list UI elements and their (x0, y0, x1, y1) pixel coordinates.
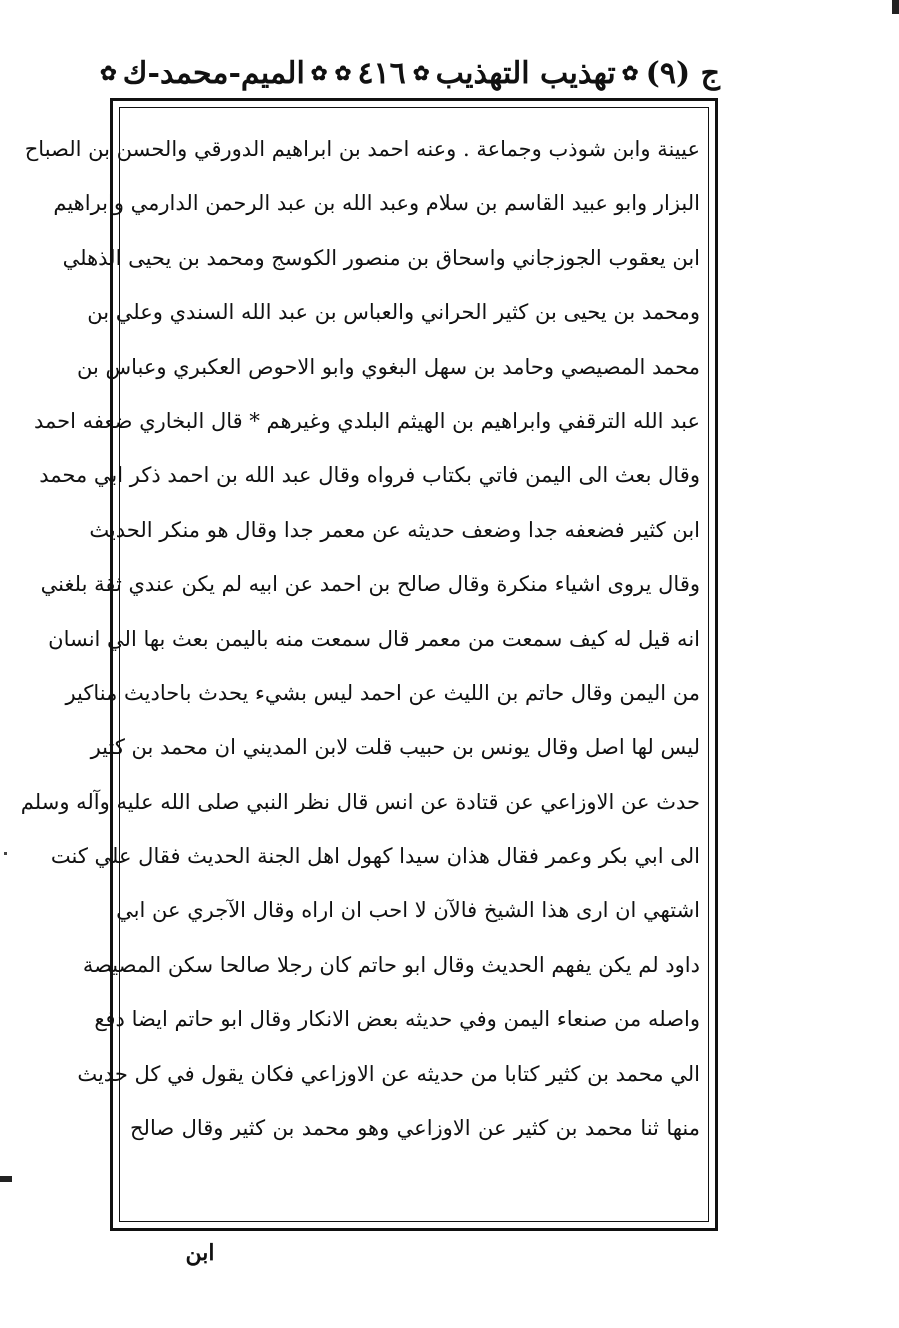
scan-mark (0, 1176, 12, 1182)
flower-ornament-icon: ✿ (100, 61, 117, 85)
text-line: انه قيل له كيف سمعت من معمر قال سمعت منه باليمن بعث بها الي انسان (48, 626, 700, 651)
running-header (100, 48, 720, 98)
scan-mark (892, 0, 899, 14)
section-label: الميم-محمد-ك (122, 55, 305, 91)
text-line: الي محمد بن كثير كتابا من حديثه عن الاوزاعي فكان يقول في كل حديث (77, 1061, 700, 1086)
text-line: ابن يعقوب الجوزجاني واسحاق بن منصور الكوسج ومحمد بن يحيى الذهلي (62, 245, 700, 270)
section-group (100, 56, 328, 91)
body-text (20, 122, 700, 1155)
text-line: منها ثنا محمد بن كثير عن الاوزاعي وهو محمد بن كثير وقال صالح (130, 1116, 700, 1141)
text-line: عبد الله الترقفي وابراهيم بن الهيثم البلدي وغيرهم * قال البخاري ضعفه احمد (34, 408, 700, 433)
text-line: وقال بعث الى اليمن فاتي بكتاب فرواه وقال عبد الله بن احمد ذكر ابي محمد (39, 463, 700, 488)
text-line: ليس لها اصل وقال يونس بن حبيب قلت لابن المديني ان محمد بن كثير (90, 735, 700, 760)
text-line: اشتهي ان ارى هذا الشيخ فالآن لا احب ان اراه وقال الآجري عن ابي (116, 898, 700, 923)
catchword: ابن (185, 1240, 215, 1266)
text-line: البزار وابو عبيد القاسم بن سلام وعبد الله بن عبد الرحمن الدارمي وابراهيم (53, 191, 700, 216)
text-line: الى ابي بكر وعمر فقال هذان سيدا كهول اهل الجنة الحديث فقال علي كنت (50, 844, 700, 869)
text-line: حدث عن الاوزاعي عن قتادة عن انس قال نظر النبي صلى الله عليه وآله وسلم (20, 789, 700, 814)
flower-ornament-icon: ✿ (412, 61, 430, 85)
text-line: داود لم يكن يفهم الحديث وقال ابو حاتم كان رجلا صالحا سكن المصيصة (82, 952, 700, 977)
text-line: محمد المصيصي وحامد بن سهل البغوي وابو الاحوص العكبري وعباس بن (76, 354, 700, 379)
page-number-group (335, 56, 406, 91)
text-line: من اليمن وقال حاتم بن الليث عن احمد ليس بشيء يحدث باحاديث مناكير (65, 680, 700, 705)
text-line: ابن كثير فضعفه جدا وضعف حديثه عن معمر جدا وقال هو منكر الحديث (89, 517, 700, 542)
text-line: وقال يروى اشياء منكرة وقال صالح بن احمد عن ابيه لم يكن عندي ثقة بلغني (40, 572, 700, 597)
page-number: ٤١٦ (357, 55, 406, 91)
flower-ornament-icon: ✿ (334, 61, 352, 85)
text-line: عيينة وابن شوذب وجماعة . وعنه احمد بن ابراهيم الدورقي والحسن بن الصباح (24, 137, 700, 161)
flower-ornament-icon: ✿ (310, 61, 328, 85)
text-line: ومحمد بن يحيى بن كثير الحراني والعباس بن عبد الله السندي وعلي بن (87, 300, 700, 325)
volume-label (646, 56, 720, 91)
text-line: واصله من صنعاء اليمن وفي حديثه بعض الانكار وقال ابو حاتم ايضا دفع (94, 1007, 700, 1032)
flower-ornament-icon: ✿ (621, 61, 639, 85)
volume-text: ج (٩) (645, 55, 720, 91)
scan-mark (4, 852, 7, 855)
book-title-group (413, 56, 639, 91)
book-title: تهذيب التهذيب (435, 55, 616, 91)
